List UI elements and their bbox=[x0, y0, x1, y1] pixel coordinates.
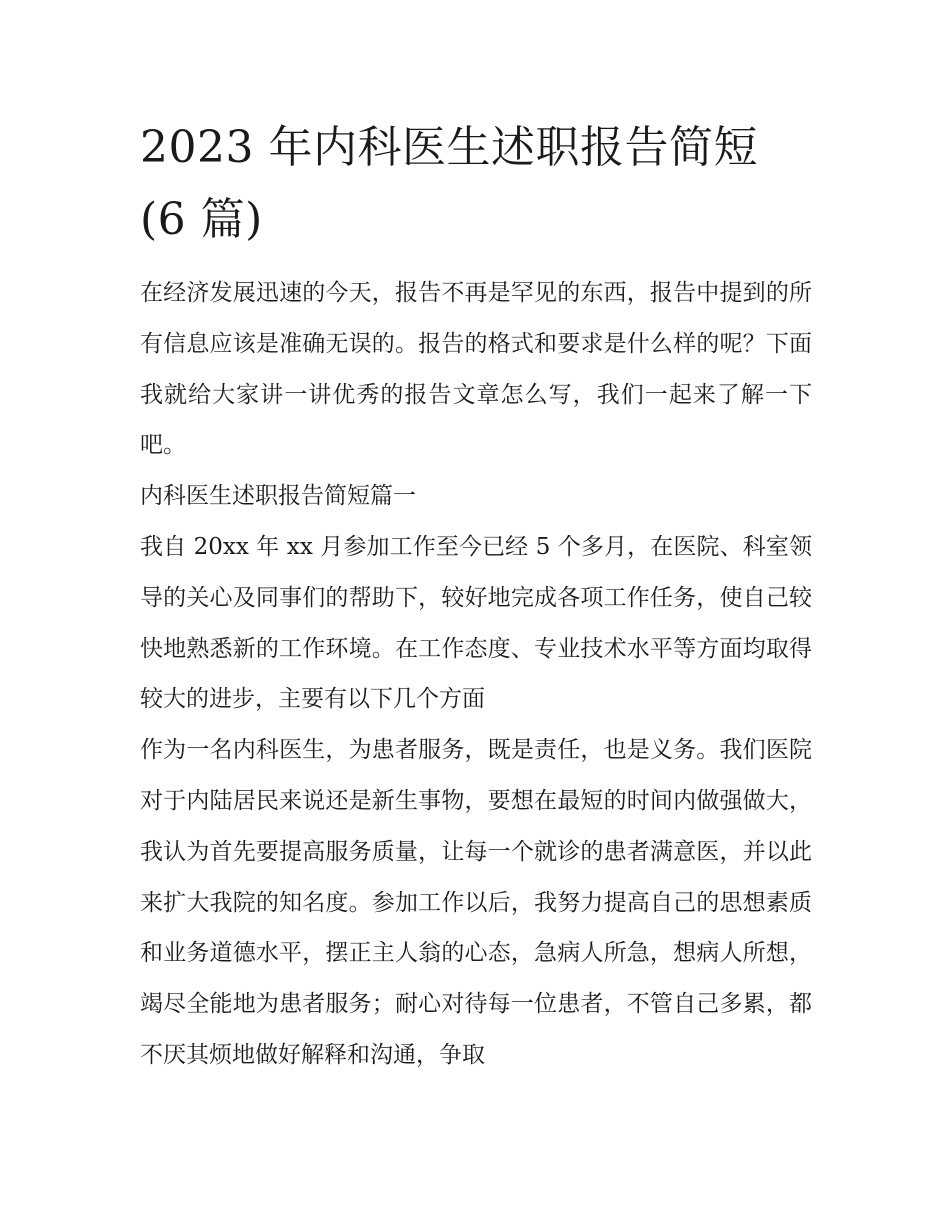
title-line-1: 2023 年内科医生述职报告简短 bbox=[140, 122, 758, 173]
document-content bbox=[140, 112, 812, 1081]
body-paragraph-1: 我自 20xx 年 xx 月参加工作至今已经 5 个多月，在医院、科室领导的关心及同事们的帮助下，较好地完成各项工作任务，使自己较快地熟悉新的工作环境。在工作态度、专业技术水平等方面均取得较大的进步，主要有以下几个方面 bbox=[140, 533, 812, 713]
body-paragraph-2: 作为一名内科医生，为患者服务，既是责任，也是义务。我们医院对于内陆居民来说还是新生事物，要想在最短的时间内做强做大，我认为首先要提高服务质量，让每一个就诊的患者满意医，并以此来扩大我院的知名度。参加工作以后，我努力提高自己的思想素质和业务道德水平，摆正主人翁的心态，急病人所急，想病人所想，竭尽全能地为患者服务；耐心对待每一位患者，不管自己多累，都不厌其烦地做好解释和沟通，争取 bbox=[140, 737, 812, 1068]
document-title bbox=[140, 112, 812, 256]
intro-paragraph: 在经济发展迅速的今天，报告不再是罕见的东西，报告中提到的所有信息应该是准确无误的。报告的格式和要求是什么样的呢？下面我就给大家讲一讲优秀的报告文章怎么写，我们一起来了解一下吧。 bbox=[140, 280, 812, 459]
section-heading: 内科医生述职报告简短篇一 bbox=[140, 483, 416, 510]
title-line-2: (6 篇) bbox=[140, 194, 263, 245]
